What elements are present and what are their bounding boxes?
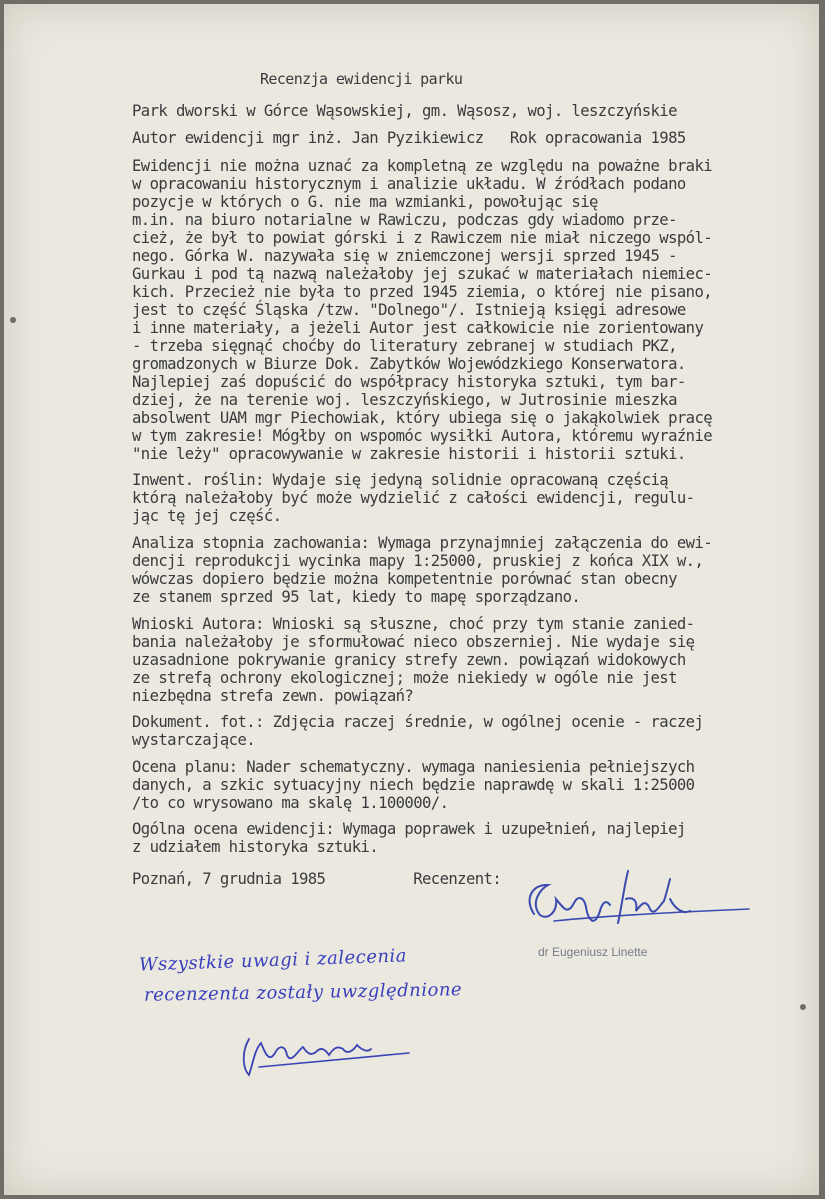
text-line: wystarczające. (132, 731, 256, 749)
text-line: absolwent UAM mgr Piechowiak, który ubiega się o jakąkolwiek pracę (132, 409, 713, 427)
text-line: nego. Górka W. nazywała się w zniemczonej wersji sprzed 1945 - (132, 247, 677, 265)
text-line: Wnioski Autora: Wnioski są słuszne, choć przy tym stanie zanied- (132, 615, 695, 633)
punch-hole (10, 317, 16, 323)
document-page (4, 4, 819, 1195)
text-line: i inne materiały, a jeżeli Autor jest całkowicie nie zorientowany (132, 319, 704, 337)
text-line: którą należałoby być może wydzielić z całości ewidencji, regulu- (132, 489, 695, 507)
text-line: Ogólna ocena ewidencji: Wymaga poprawek i uzupełnień, najlepiej (132, 820, 686, 838)
text-line: ze strefą ochrony ekologicznej; może niekiedy w ogóle nie jest (132, 669, 677, 687)
handwritten-note: Wszystkie uwagi i zalecenia (138, 945, 408, 976)
text-line: dencji reprodukcji wycinka mapy 1:25000, pruskiej z końca XIX w., (132, 552, 704, 570)
handwritten-note: recenzenta zostały uwzględnione (143, 979, 463, 1006)
text-line: - trzeba sięgnąć choćby do literatury zebranej w studiach PKZ, (132, 337, 677, 355)
text-line: Park dworski w Górce Wąsowskiej, gm. Wąsosz, woj. leszczyńskie (132, 102, 677, 120)
reviewer-stamp: dr Eugeniusz Linette (538, 945, 648, 959)
text-line: Ocena planu: Nader schematyczny. wymaga naniesienia pełniejszych (132, 758, 695, 776)
text-line: ze stanem sprzed 95 lat, kiedy to mapę sporządzano. (132, 588, 581, 606)
text-line: pozycje w których o G. nie ma wzmianki, powołując się (132, 193, 598, 211)
text-line: Najlepiej zaś dopuścić do współpracy historyka sztuki, tym bar- (132, 373, 686, 391)
text-line: Analiza stopnia zachowania: Wymaga przynajmniej załączenia do ewi- (132, 534, 713, 552)
text-line: z udziałem historyka sztuki. (132, 838, 379, 856)
reviewer-signature (514, 859, 754, 939)
text-line: jąc tę jej część. (132, 507, 282, 525)
document-title: Recenzja ewidencji parku (260, 70, 463, 88)
text-line: uzasadnione pokrywanie granicy strefy zewn. powiązań widokowych (132, 651, 686, 669)
text-line: kich. Przecież nie była to przed 1945 ziemia, o której nie pisano, (132, 283, 713, 301)
punch-hole (800, 1004, 806, 1010)
text-line: niezbędna strefa zewn. powiązań? (132, 687, 414, 705)
text-line: Ewidencji nie można uznać za kompletną ze względu na poważne braki (132, 157, 713, 175)
text-line: Autor ewidencji mgr inż. Jan Pyzikiewicz Rok opracowania 1985 (132, 129, 686, 147)
date-reviewer-line: Poznań, 7 grudnia 1985 Recenzent: (132, 870, 502, 888)
text-line: danych, a szkic sytuacyjny niech będzie naprawdę w skali 1:25000 (132, 776, 695, 794)
text-line: dziej, że na terenie woj. leszczyńskiego, w Jutrosinie mieszka (132, 391, 677, 409)
text-line: w opracowaniu historycznym i analizie układu. W źródłach podano (132, 175, 686, 193)
author-signature (229, 1019, 429, 1089)
text-line: Inwent. roślin: Wydaje się jedyną solidnie opracowaną częścią (132, 471, 669, 489)
text-line: bania należałoby je sformułować nieco obszerniej. Nie wydaje się (132, 633, 695, 651)
text-line: Gurkau i pod tą nazwą należałoby jej szukać w materiałach niemiec- (132, 265, 713, 283)
text-line: jest to część Śląska /tzw. "Dolnego"/. Istnieją księgi adresowe (132, 301, 686, 319)
text-line: cież, że był to powiat górski i z Rawiczem nie miał niczego wspól- (132, 229, 713, 247)
text-line: "nie leży" opracowywanie w zakresie historii i historii sztuki. (132, 445, 686, 463)
text-line: Dokument. fot.: Zdjęcia raczej średnie, w ogólnej ocenie - raczej (132, 713, 704, 731)
text-line: w tym zakresie! Mógłby on wspomóc wysiłki Autora, któremu wyraźnie (132, 427, 713, 445)
text-line: m.in. na biuro notarialne w Rawiczu, podczas gdy wiadomo prze- (132, 211, 677, 229)
text-line: /to co wrysowano ma skalę 1.100000/. (132, 794, 449, 812)
text-line: gromadzonych w Biurze Dok. Zabytków Wojewódzkiego Konserwatora. (132, 355, 686, 373)
text-line: wówczas dopiero będzie można kompetentnie porównać stan obecny (132, 570, 677, 588)
